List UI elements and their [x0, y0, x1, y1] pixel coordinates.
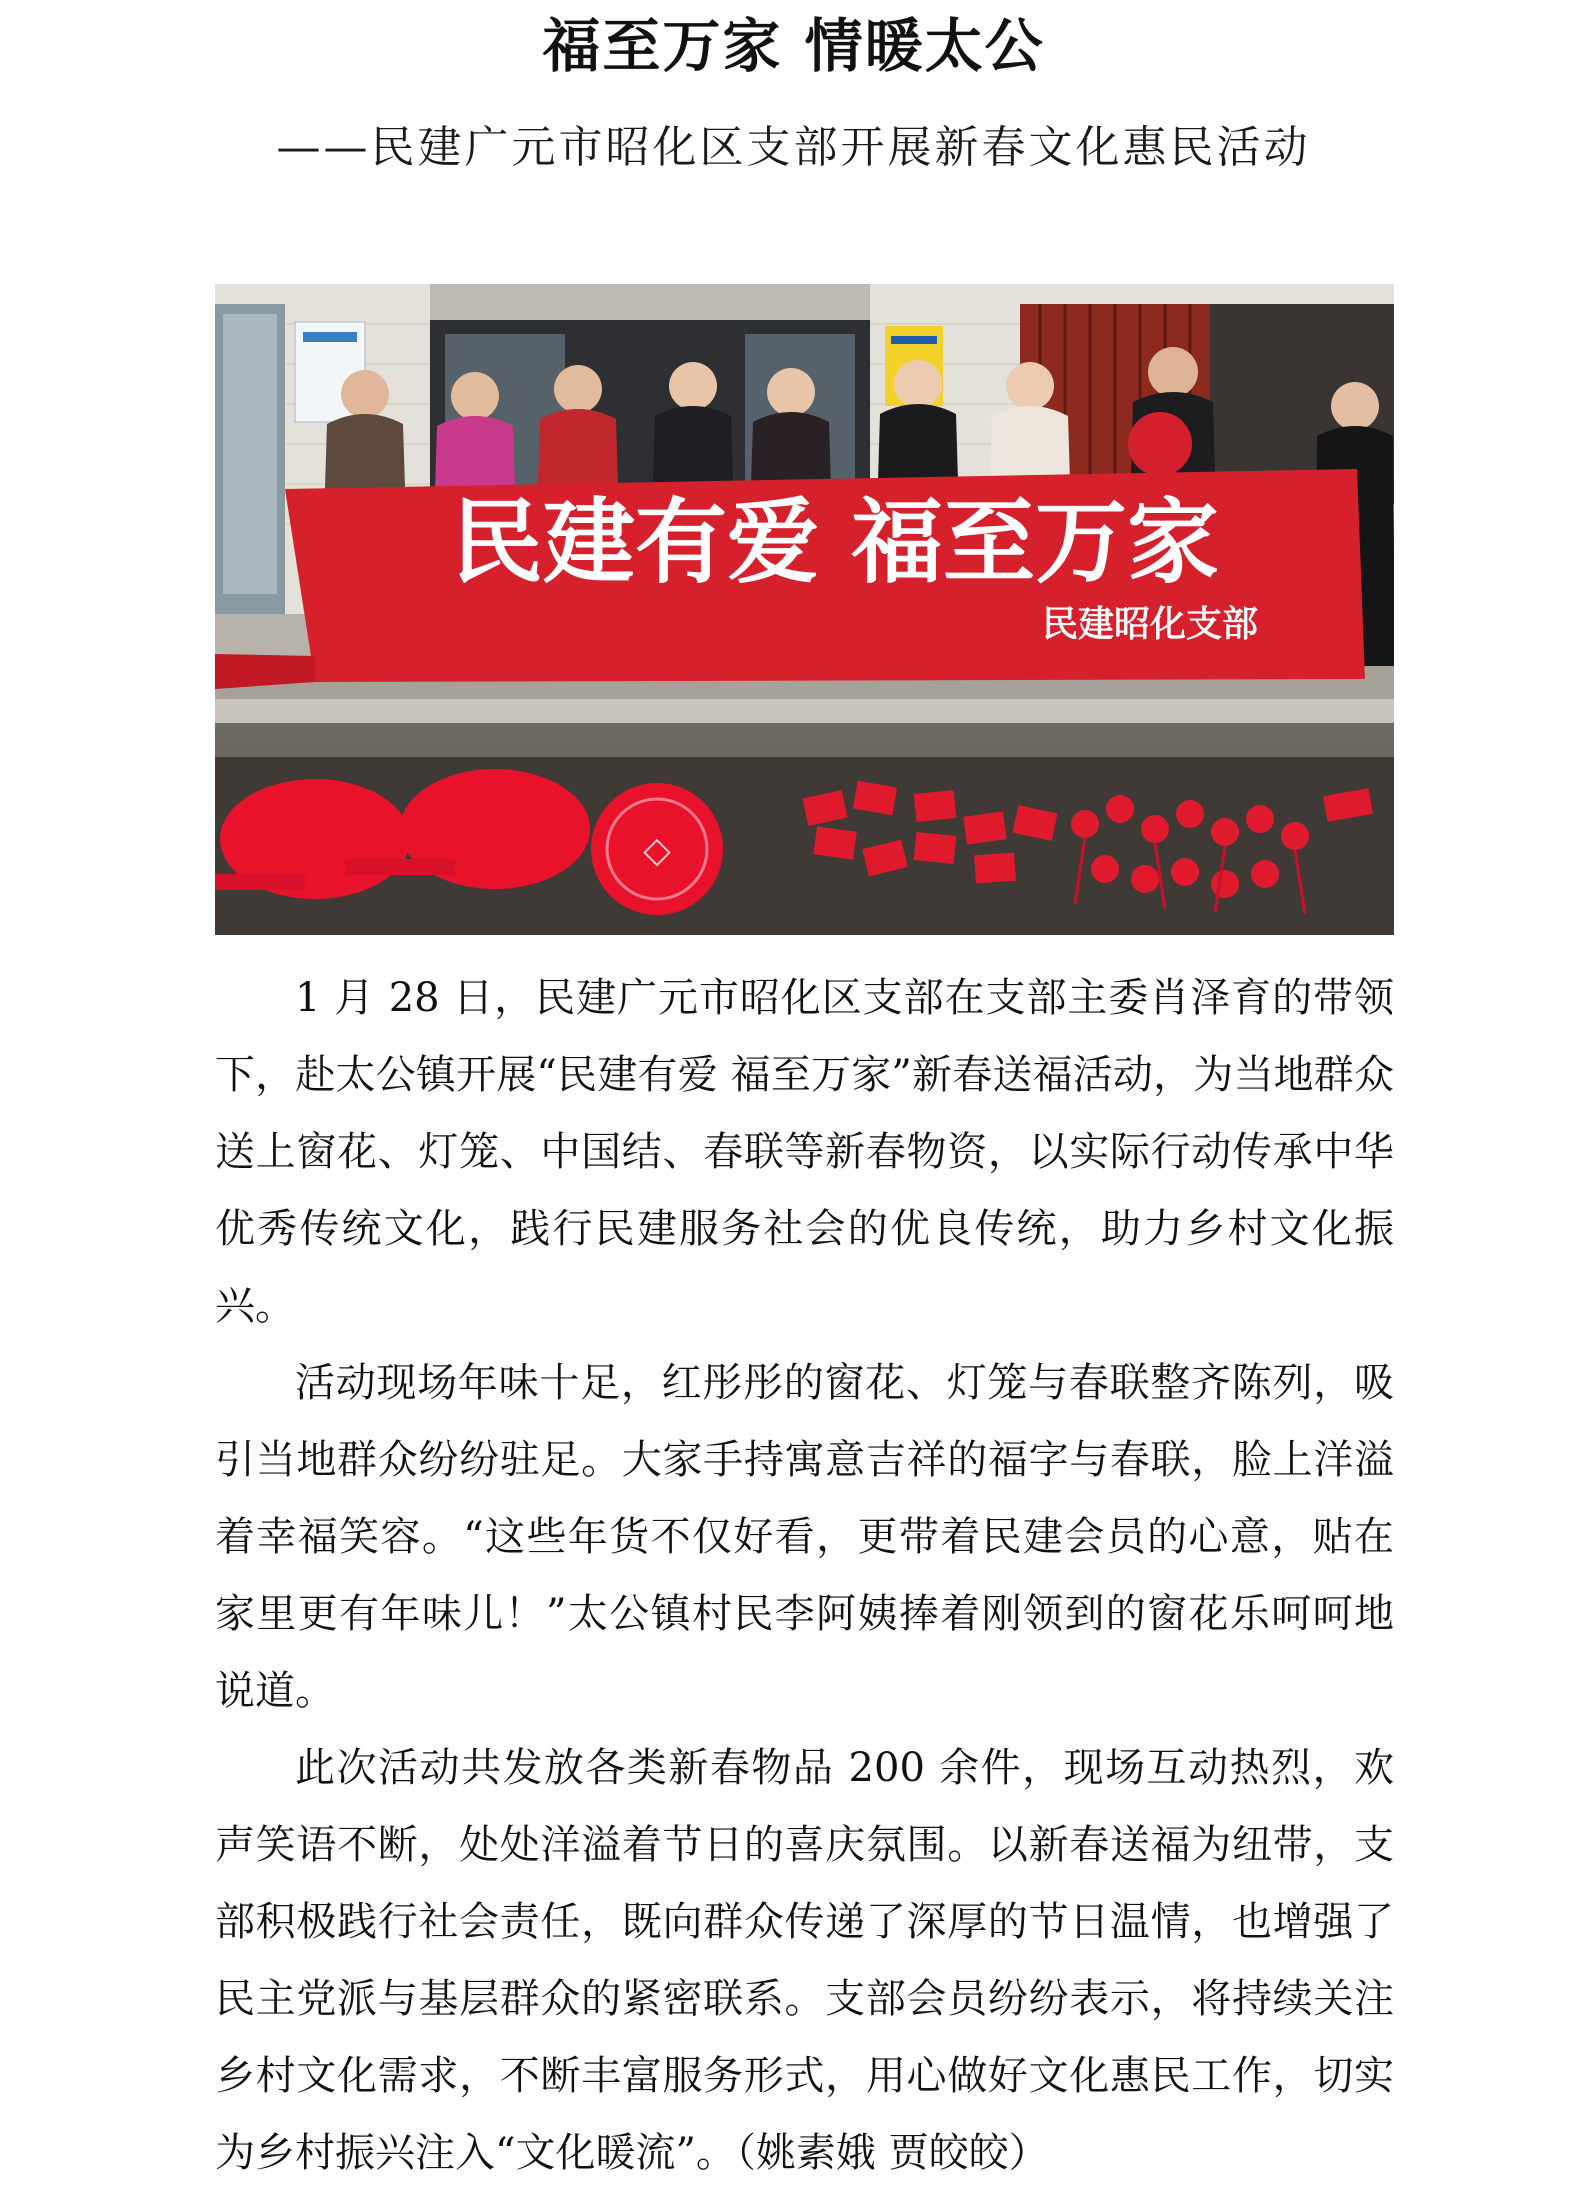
article-title: 福至万家 情暖太公: [542, 12, 1045, 80]
article-subtitle: ——民建广元市昭化区支部开展新春文化惠民活动: [276, 122, 1311, 173]
body-paragraph-3: 此次活动共发放各类新春物品 200 余件，现场互动热烈，欢声笑语不断，处处洋溢着节日的喜庆氛围。以新春送福为纽带，支部积极践行社会责任，既向群众传递了深厚的节日温情，也增强了民主党派与基层群众的紧密联系。支部会员纷纷表示，将持续关注乡村文化需求，不断丰富服务形式，用心做好文化惠民工作，切实为乡村振兴注入“文化暖流”。（姚素娥 贾皎皎）: [215, 1745, 1394, 2176]
event-photo-illustration: [215, 284, 1394, 935]
svg-text:◇: ◇: [643, 830, 671, 871]
body-paragraph-2: 活动现场年味十足，红彤彤的窗花、灯笼与春联整齐陈列，吸引当地群众纷纷驻足。大家手持寓意吉祥的福字与春联，脸上洋溢着幸福笑容。“这些年货不仅好看，更带着民建会员的心意，贴在家里更有年味儿！”太公镇村民李阿姨捧着刚领到的窗花乐呵呵地说道。: [215, 1360, 1394, 1714]
banner-sub-text: 民建昭化支部: [1041, 604, 1259, 645]
banner-main-text: 民建有爱 福至万家: [450, 489, 1220, 596]
article-body: [215, 960, 1394, 2192]
event-photo: [215, 284, 1394, 935]
body-paragraph-1: 1 月 28 日，民建广元市昭化区支部在支部主委肖泽育的带领下，赴太公镇开展“民建有爱 福至万家”新春送福活动，为当地群众送上窗花、灯笼、中国结、春联等新春物资，以实际行动传承中华优秀传统文化，践行民建服务社会的优良传统，助力乡村文化振兴。: [215, 975, 1394, 1329]
